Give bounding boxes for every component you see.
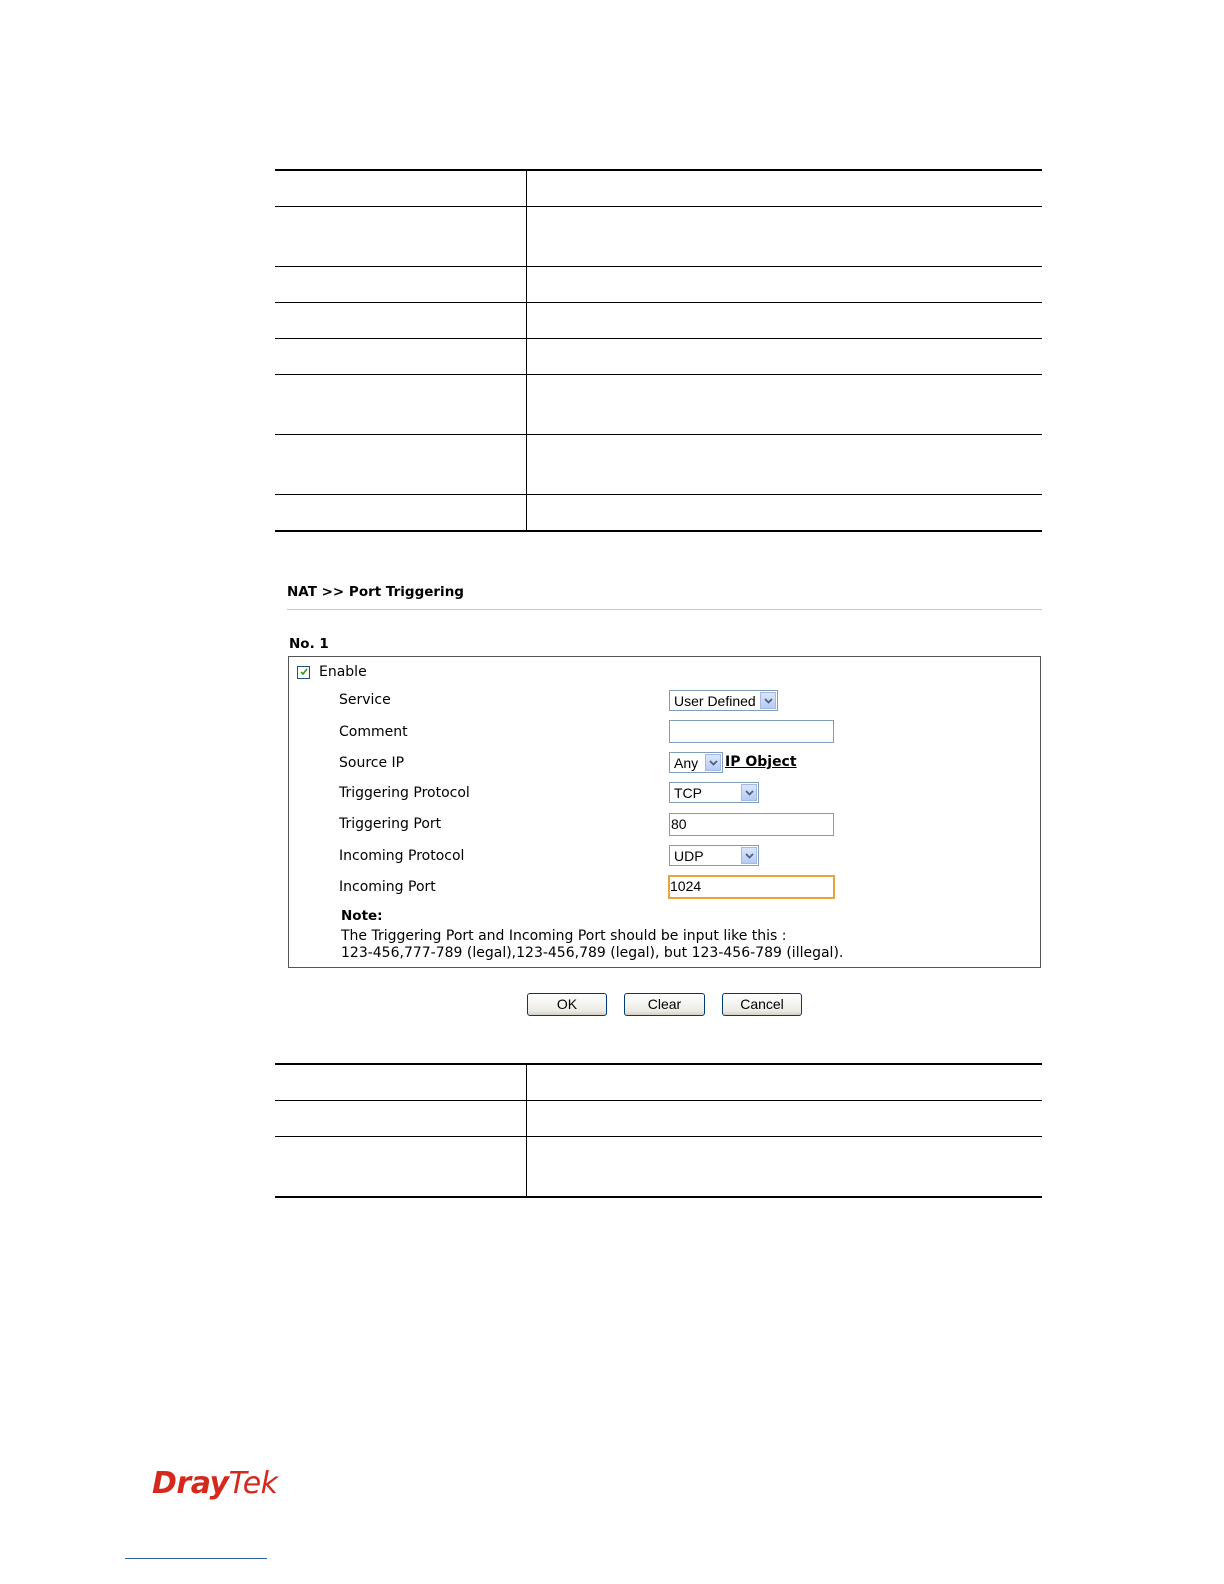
ip-object-link[interactable]: IP Object	[725, 754, 797, 770]
enable-row[interactable]	[297, 664, 367, 680]
source-ip-label: Source IP	[339, 755, 405, 771]
top-description-table	[275, 169, 1042, 532]
incoming-port-input[interactable]: 1024	[668, 875, 835, 899]
draytek-logo	[152, 1466, 278, 1501]
rule-number: No. 1	[289, 636, 329, 652]
clear-button[interactable]: Clear	[624, 993, 705, 1016]
enable-label: Enable	[319, 664, 367, 680]
incoming-protocol-label: Incoming Protocol	[339, 848, 465, 864]
bottom-description-table	[275, 1063, 1042, 1198]
triggering-protocol-value: TCP	[674, 784, 702, 801]
triggering-port-input[interactable]: 80	[669, 813, 834, 836]
page-title: NAT >> Port Triggering	[287, 584, 464, 600]
source-ip-select[interactable]	[669, 752, 723, 773]
note-line-1: The Triggering Port and Incoming Port should be input like this :	[341, 928, 787, 944]
logo-tek: Tek	[228, 1466, 278, 1501]
chevron-down-icon	[741, 847, 757, 864]
incoming-protocol-value: UDP	[674, 847, 704, 864]
triggering-port-label: Triggering Port	[339, 816, 442, 832]
footer-divider	[125, 1558, 267, 1559]
ok-button[interactable]: OK	[527, 993, 607, 1016]
comment-label: Comment	[339, 724, 408, 740]
rule-settings-box	[288, 656, 1041, 968]
comment-input[interactable]	[669, 720, 834, 743]
service-select[interactable]	[669, 690, 778, 711]
triggering-protocol-label: Triggering Protocol	[339, 785, 470, 801]
logo-dray: Dray	[152, 1466, 229, 1501]
incoming-protocol-select[interactable]	[669, 845, 759, 866]
triggering-protocol-select[interactable]	[669, 782, 759, 803]
note-title: Note:	[341, 908, 383, 924]
incoming-port-label: Incoming Port	[339, 879, 436, 895]
source-ip-value: Any	[674, 754, 699, 771]
chevron-down-icon	[741, 784, 757, 801]
chevron-down-icon	[760, 692, 776, 709]
chevron-down-icon	[705, 754, 721, 771]
note-line-2: 123-456,777-789 (legal),123-456,789 (legal), but 123-456-789 (illegal).	[341, 945, 844, 961]
cancel-button[interactable]: Cancel	[722, 993, 802, 1016]
enable-checkbox[interactable]	[297, 666, 310, 679]
title-divider	[287, 609, 1042, 610]
service-label: Service	[339, 692, 391, 708]
check-icon	[300, 668, 308, 676]
service-value: User Defined	[674, 692, 756, 709]
